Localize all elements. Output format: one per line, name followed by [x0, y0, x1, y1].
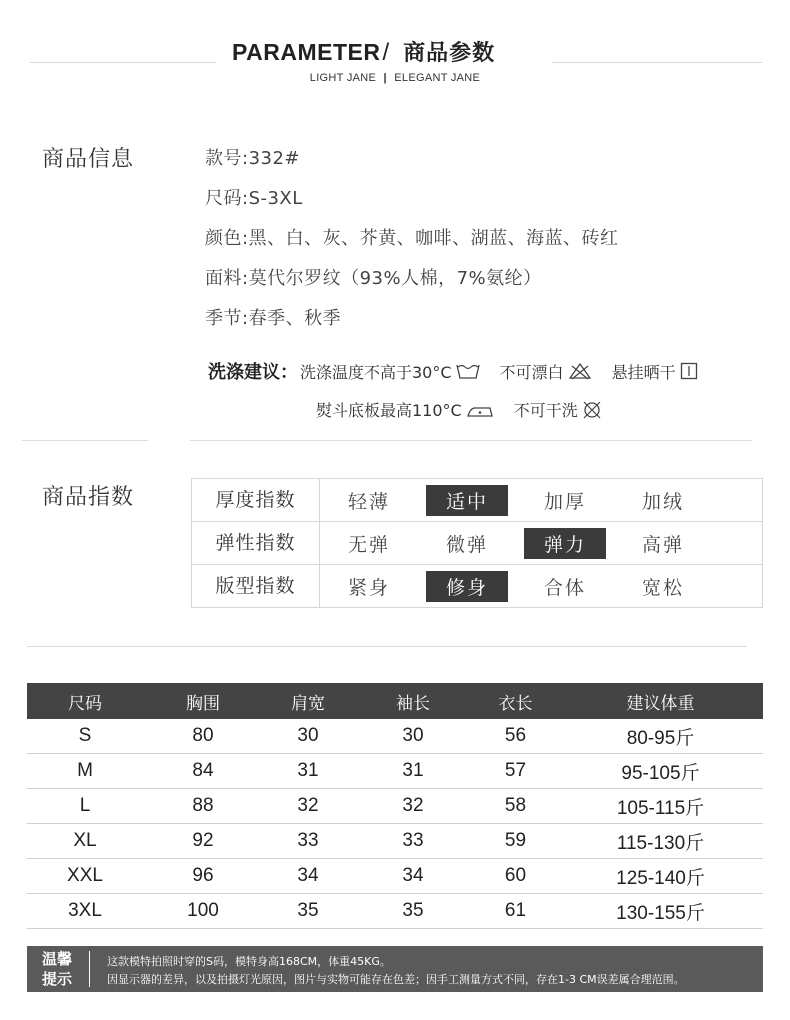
tip-label-line-2: 提示 — [41, 970, 72, 988]
cell-shoulder: 35 — [297, 900, 319, 921]
header-line-right — [552, 62, 762, 63]
wash-temp — [300, 360, 480, 383]
divider-info-left — [22, 440, 148, 441]
tip-label-line-1: 温馨 — [41, 950, 72, 968]
cell-sleeve: 33 — [402, 830, 424, 851]
cell-weight: 95-105斤 — [621, 762, 700, 784]
cell-chest: 84 — [192, 760, 214, 781]
cell-weight: 130-155斤 — [616, 902, 705, 924]
cell-chest: 92 — [192, 830, 214, 851]
index-row-elasticity — [192, 522, 762, 565]
cell-length: 59 — [504, 830, 527, 851]
index-table — [191, 478, 763, 608]
cell-shoulder: 34 — [297, 865, 319, 886]
cell-size: XL — [73, 830, 97, 851]
header-shoulder: 肩宽 — [291, 693, 325, 714]
index-name: 厚度指数 — [192, 479, 320, 521]
cell-size: XXL — [67, 865, 103, 886]
index-option: 紧身 — [347, 576, 390, 599]
index-option: 轻薄 — [347, 490, 390, 513]
tip-label — [37, 949, 77, 989]
divider-index — [27, 646, 747, 647]
wash-basin-icon — [456, 362, 480, 380]
wash-hang-dry-text: 悬挂晒干 — [611, 362, 676, 382]
cell-sleeve: 31 — [402, 760, 424, 781]
info-style-number: 款号:332# — [205, 148, 301, 169]
cell-size: S — [78, 725, 92, 746]
wash-advice-row-1 — [208, 358, 718, 384]
info-colors: 颜色:黑、白、灰、芥黄、咖啡、湖蓝、海蓝、砖红 — [205, 228, 619, 249]
section-title-info: 商品信息 — [42, 147, 135, 172]
info-season: 季节:春季、秋季 — [205, 308, 342, 329]
index-option: 无弹 — [347, 533, 390, 556]
index-name: 版型指数 — [192, 565, 320, 607]
tip-divider — [89, 951, 90, 987]
index-option: 微弹 — [445, 533, 488, 556]
wash-no-dry-clean — [514, 398, 602, 421]
index-option: 高弹 — [641, 533, 684, 556]
cell-sleeve: 30 — [402, 725, 424, 746]
divider-info-right — [190, 440, 752, 441]
table-row — [27, 754, 763, 789]
index-option-selected: 适中 — [418, 485, 516, 516]
wash-iron — [316, 398, 494, 421]
wash-advice-row-2 — [316, 398, 622, 421]
tip-text-line-2: 因显示器的差异，以及拍摄灯光原因，图片与实物可能存在色差；因手工测量方式不同，存在1-3 CM误差属合理范围。 — [107, 973, 685, 986]
index-option: 合体 — [543, 576, 586, 599]
title-chinese: 商品参数 — [403, 41, 496, 66]
subtitle-right: ELEGANT JANE — [394, 72, 481, 84]
tip-box — [27, 946, 763, 992]
cell-shoulder: 33 — [297, 830, 319, 851]
index-name: 弹性指数 — [192, 522, 320, 564]
index-option-selected: 弹力 — [516, 528, 614, 559]
iron-icon — [466, 401, 494, 419]
cell-weight: 105-115斤 — [616, 797, 705, 819]
cell-sleeve: 32 — [402, 795, 424, 816]
subtitle-separator: | — [383, 72, 387, 84]
table-row — [27, 789, 763, 824]
tip-text-line-1: 这款模特拍照时穿的S码，模特身高168CM，体重45KG。 — [107, 955, 391, 968]
cell-length: 56 — [504, 725, 527, 746]
cell-shoulder: 31 — [297, 760, 319, 781]
cell-size: 3XL — [68, 900, 102, 921]
index-option: 加绒 — [641, 490, 684, 513]
no-bleach-icon — [568, 362, 592, 380]
cell-chest: 100 — [187, 900, 219, 921]
size-table-header — [27, 683, 763, 719]
index-option: 加厚 — [543, 490, 586, 513]
wash-no-dry-clean-text: 不可干洗 — [513, 401, 578, 420]
cell-weight: 115-130斤 — [616, 832, 705, 854]
cell-weight: 80-95斤 — [626, 727, 695, 749]
no-dry-clean-icon — [582, 401, 602, 419]
wash-hang-dry — [612, 360, 698, 383]
cell-length: 58 — [504, 795, 527, 816]
header-size: 尺码 — [68, 693, 102, 714]
cell-size: M — [77, 760, 93, 781]
cell-sleeve: 34 — [402, 865, 424, 886]
cell-length: 57 — [504, 760, 527, 781]
wash-advice-label: 洗涤建议： — [208, 362, 298, 383]
header-chest: 胸围 — [186, 693, 220, 714]
cell-weight: 125-140斤 — [616, 867, 705, 889]
table-row — [27, 894, 763, 929]
cell-chest: 88 — [192, 795, 214, 816]
wash-no-bleach-text: 不可漂白 — [499, 362, 564, 382]
header-sleeve: 袖长 — [396, 693, 430, 714]
table-row — [27, 859, 763, 894]
cell-shoulder: 30 — [297, 725, 319, 746]
hang-dry-icon — [680, 362, 698, 380]
wash-no-bleach — [500, 360, 592, 383]
title-slash: / — [382, 39, 390, 66]
index-option: 宽松 — [641, 576, 684, 599]
header-line-left — [30, 62, 216, 63]
section-title-index: 商品指数 — [42, 485, 135, 510]
wash-iron-text: 熨斗底板最高110°C — [316, 401, 462, 420]
cell-shoulder: 32 — [297, 795, 319, 816]
cell-size: L — [79, 795, 91, 816]
table-row — [27, 719, 763, 754]
cell-length: 61 — [504, 900, 527, 921]
cell-chest: 80 — [192, 725, 214, 746]
info-fabric: 面料:莫代尔罗纹（93%人棉，7%氨纶） — [205, 268, 542, 289]
subtitle-left: LIGHT JANE — [309, 72, 377, 84]
wash-temp-text: 洗涤温度不高于30°C — [300, 362, 452, 382]
index-row-fit — [192, 565, 762, 607]
info-size-range: 尺码:S-3XL — [205, 188, 303, 209]
title-english: PARAMETER — [232, 39, 381, 65]
header-length: 衣长 — [498, 693, 533, 714]
size-table — [27, 683, 763, 929]
cell-sleeve: 35 — [402, 900, 424, 921]
table-row — [27, 824, 763, 859]
page-subtitle — [0, 72, 790, 84]
index-option-selected: 修身 — [418, 571, 516, 602]
page-title — [232, 36, 495, 70]
header-weight: 建议体重 — [626, 693, 695, 714]
index-row-thickness — [192, 479, 762, 522]
cell-length: 60 — [504, 865, 527, 886]
cell-chest: 96 — [192, 865, 214, 886]
